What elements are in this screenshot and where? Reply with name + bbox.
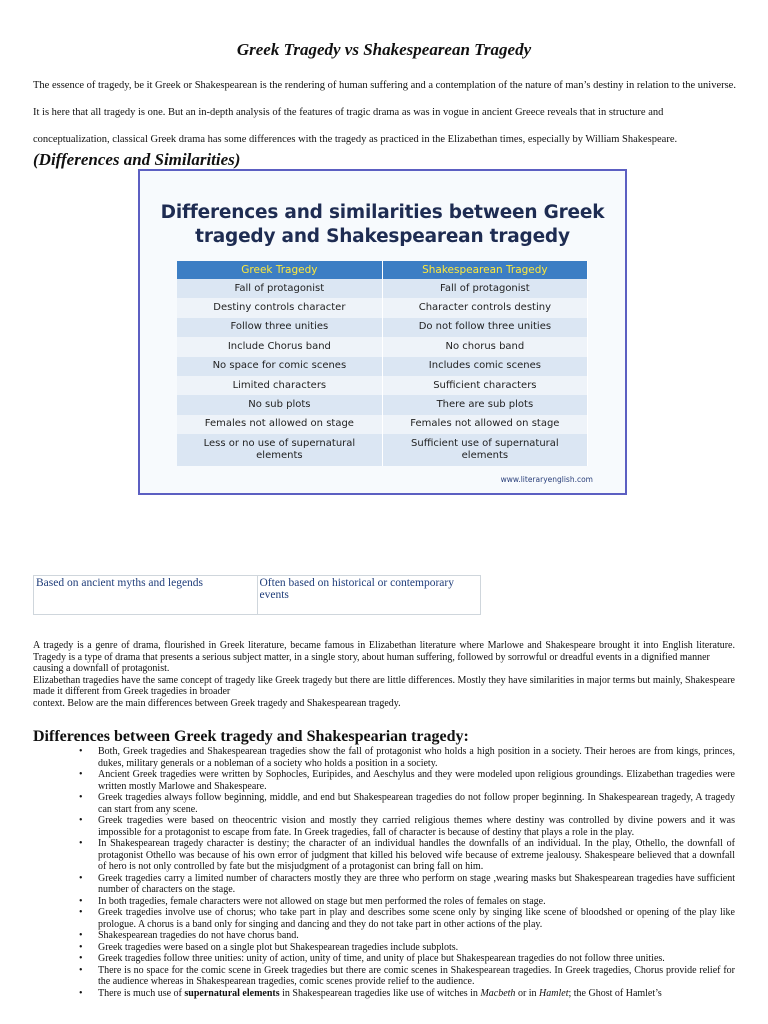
body-text: [33, 640, 735, 709]
table-row: [177, 395, 588, 414]
shakespeare-cell: Fall of protagonist: [382, 279, 587, 298]
greek-cell: No space for comic scenes: [177, 357, 382, 376]
greek-cell: Less or no use of supernatural elements: [177, 434, 382, 466]
list-item: • In both tragedies, female characters were not allowed on stage but men performed the roles of females on stage.: [98, 896, 735, 908]
table-row: [177, 415, 588, 434]
list-item: • Ancient Greek tragedies were written by Sophocles, Euripides, and Aeschylus and they were modeled upon religious groundings. Elizabethan tragedies were written mostly Marlowe and Shakespeare.: [98, 769, 735, 792]
list-item-italic-text: Hamlet: [539, 987, 569, 999]
list-item: • Both, Greek tragedies and Shakespearean tragedies show the fall of protagonist who holds a high position in a society. Their heroes are from kings, princes, dukes, military generals or a nobleman of a society who holds a position in a society.: [98, 746, 735, 769]
greek-cell: Females not allowed on stage: [177, 415, 382, 434]
infographic-heading: [140, 201, 625, 249]
shakespeare-cell: Character controls destiny: [382, 298, 587, 317]
body-paragraph: causing a downfall of protagonist.: [33, 663, 170, 674]
table-row: [177, 337, 588, 356]
greek-cell: Follow three unities: [177, 318, 382, 337]
list-item-text: There is much use of: [98, 987, 185, 999]
table-row: [177, 318, 588, 337]
body-paragraph: A tragedy is a genre of drama, flourished in Greek literature, became famous in Elizabethan literature where Marlowe and Shakespeare brought it into English literature. Tragedy is a type of drama that presents a serious subject matter, in a single story, about human suffering, followed by sorrowful or dreadful events in a dignified manner: [33, 640, 735, 663]
comparison-table: [33, 575, 481, 615]
shakespeare-cell: Includes comic scenes: [382, 357, 587, 376]
infographic-watermark: www.literaryenglish.com: [500, 475, 593, 484]
shakespeare-cell: Sufficient use of supernatural elements: [382, 434, 587, 466]
header-shakespearean-tragedy: Shakespearean Tragedy: [382, 261, 587, 279]
list-item: • Greek tragedies follow three unities: unity of action, unity of time, and unity of place but Shakespearean tragedies do not follow three unities.: [98, 953, 735, 965]
shakespeare-cell: Sufficient characters: [382, 376, 587, 395]
header-greek-tragedy: Greek Tragedy: [177, 261, 382, 279]
greek-cell: Limited characters: [177, 376, 382, 395]
greek-cell: Include Chorus band: [177, 337, 382, 356]
list-item: • There is no space for the comic scene in Greek tragedies but there are comic scenes in Shakespearean tragedies. In Greek tragedies, Chorus provide relief for the audience whereas in Shakespearean tragedies, comic scenes provide relief to the audience.: [98, 965, 735, 988]
list-item: • Greek tragedies always follow beginning, middle, and end but Shakespearean tragedies do not follow proper beginning. In Shakespearean tragedy, A tragedy can start from any scene.: [98, 792, 735, 815]
list-item-bold-text: supernatural elements: [184, 987, 280, 999]
table-row: [34, 576, 481, 615]
shakespeare-cell: No chorus band: [382, 337, 587, 356]
shakespeare-cell: There are sub plots: [382, 395, 587, 414]
list-item: • Greek tragedies were based on a single plot but Shakespearean tragedies include subplots.: [98, 942, 735, 954]
list-item: • Greek tragedies involve use of chorus; who take part in play and describes some scene only by singing like scene of bloodshed or opening of the play like prologue. A chorus is a band only for singing and dancing and they do not take part in other actions of the play.: [98, 907, 735, 930]
table-row: [177, 434, 588, 466]
list-item: • Greek tragedies carry a limited number of characters mostly they are three who perform on stage ,wearing masks but Shakespearean tragedies have sufficient number of characters on the stage.: [98, 873, 735, 896]
comparison-greek-cell: Based on ancient myths and legends: [34, 576, 258, 615]
greek-cell: No sub plots: [177, 395, 382, 414]
list-item-text: in Shakespearean tragedies like use of witches in: [279, 987, 481, 999]
table-row: [177, 357, 588, 376]
table-row: [177, 298, 588, 317]
shakespeare-cell: Females not allowed on stage: [382, 415, 587, 434]
greek-cell: Destiny controls character: [177, 298, 382, 317]
table-row: [177, 279, 588, 298]
intro-paragraph: The essence of tragedy, be it Greek or Shakespearean is the rendering of human suffering and a contemplation of the nature of man’s destiny in relation to the universe. It is here that all tragedy is one. But an in-depth analysis of the features of tragic drama as was in vogue in ancient Greece reveals that in structure and conceptualization, classical Greek drama has some differences with the tragedy as practiced in the Elizabethan times, especially by William Shakespeare.: [33, 80, 736, 145]
section-subheading: (Differences and Similarities): [33, 150, 241, 169]
page-title: Greek Tragedy vs Shakespearean Tragedy: [236, 40, 532, 59]
comparison-infographic: [138, 169, 627, 495]
body-paragraph: context. Below are the main differences between Greek tragedy and Shakespearean tragedy.: [33, 697, 401, 709]
differences-list: [98, 746, 735, 999]
body-paragraph: Elizabethan tragedies have the same concept of tragedy like Greek tragedy but there are little differences. Mostly they have similarities in major terms but mainly, Shakespeare made it different from Greek tragedies in broader: [33, 674, 735, 697]
table-row: [177, 376, 588, 395]
infographic-heading-line-2: tragedy and Shakespearean tragedy: [195, 226, 570, 247]
infographic-table: [177, 261, 588, 466]
greek-cell: Fall of protagonist: [177, 279, 382, 298]
infographic-header-row: [177, 261, 588, 279]
list-item-text: or in: [515, 987, 540, 999]
list-item-text: ; the Ghost of Hamlet’s: [568, 987, 662, 999]
differences-heading: Differences between Greek tragedy and Shakespearian tragedy:: [33, 728, 469, 745]
comparison-shakespeare-cell: Often based on historical or contemporary events: [257, 576, 481, 615]
infographic-heading-line-1: Differences and similarities between Greek: [160, 202, 605, 223]
shakespeare-cell: Do not follow three unities: [382, 318, 587, 337]
list-item: • In Shakespearean tragedy character is destiny; the character of an individual handles the downfalls of an individual. In the play, Othello, the downfall of protagonist Othello was because of his own error of judgment that killed his beloved wife because of extreme jealousy. Shakespeare believed that a downfall of hero is not only controlled by fate but the misjudgment of a protagonist can bring fall on him.: [98, 838, 735, 873]
list-item: • Greek tragedies were based on theocentric vision and mostly they carried religious themes where destiny was controlled by divine powers and it was impossible for a protagonist to escape from fate. In Greek tragedies, fall of character is because of destiny that plays a role in the play.: [98, 815, 735, 838]
list-item: • Shakespearean tragedies do not have chorus band.: [98, 930, 735, 942]
list-item: [98, 988, 735, 1000]
list-item-italic-text: Macbeth: [480, 987, 516, 999]
